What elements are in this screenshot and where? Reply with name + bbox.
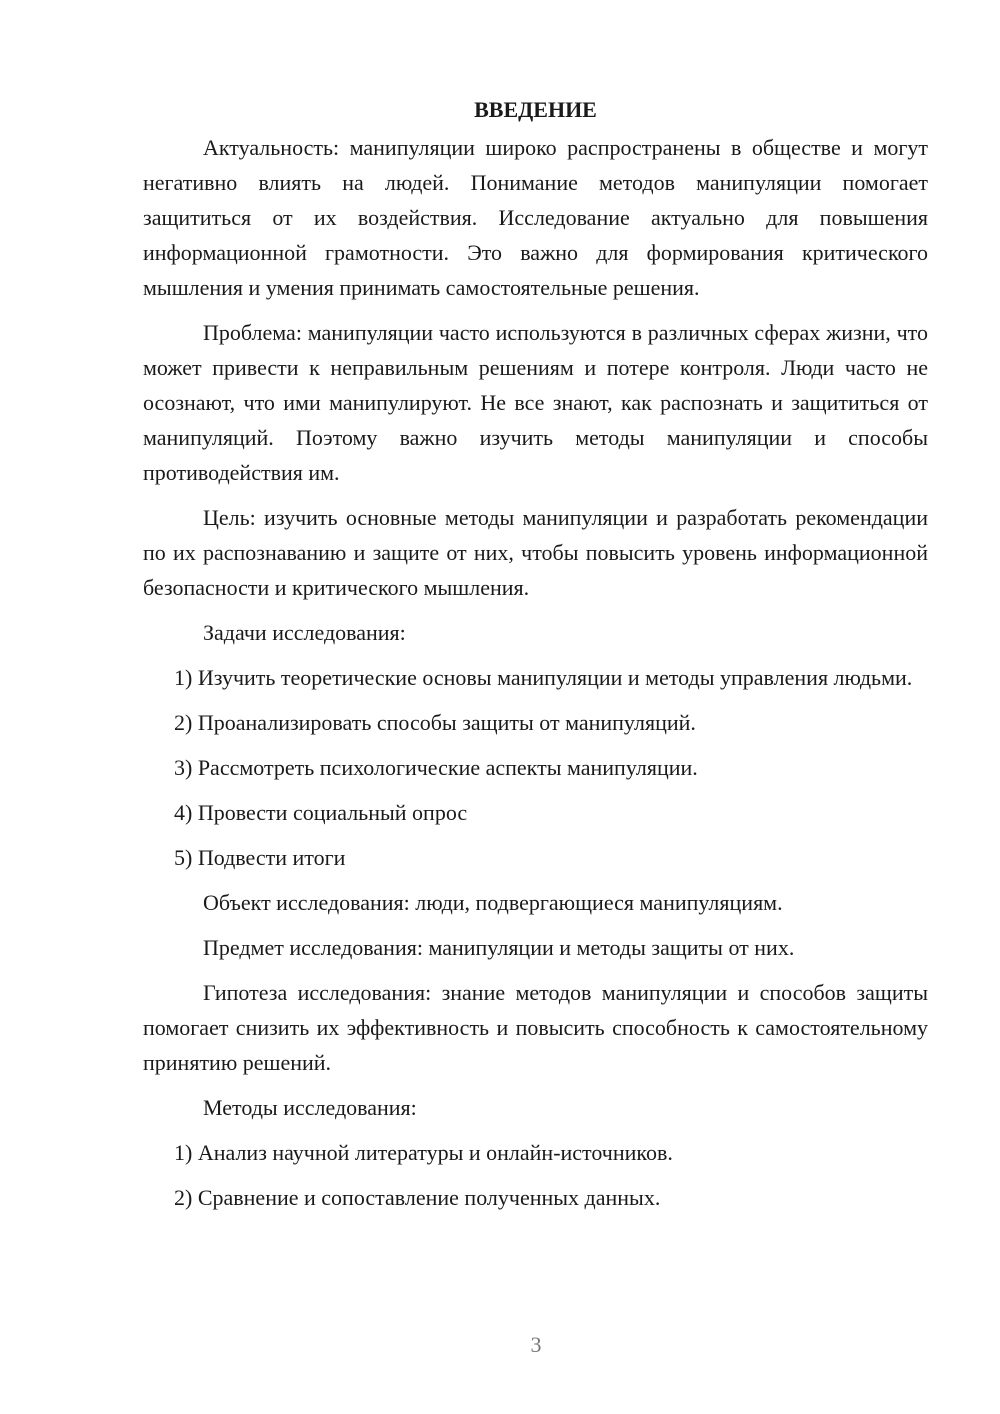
goal-paragraph: Цель: изучить основные методы манипуляции и разработать рекомендации по их распознаванию и защите от них, чтобы повысить уровень информационной безопасности и критического мышления. [143, 505, 928, 600]
task-item-5: 5) Подвести итоги [174, 845, 346, 870]
object-line: Объект исследования: люди, подвергающиеся манипуляциям. [203, 890, 783, 915]
relevance-paragraph: Актуальность: манипуляции широко распространены в обществе и могут негативно влиять на людей. Понимание методов манипуляции помогает защититься от их воздействия. Исследование актуально для повышения информационной грамотности. Это важно для формирования критического мышления и умения принимать самостоятельные решения. [143, 135, 928, 300]
tasks-heading: Задачи исследования: [203, 620, 406, 645]
document-page [143, 92, 928, 1225]
problem-paragraph: Проблема: манипуляции часто используются в различных сферах жизни, что может привести к неправильным решениям и потере контроля. Люди часто не осознают, что ими манипулируют. Не все знают, как распознать и защититься от манипуляций. Поэтому важно изучить методы манипуляции и способы противодействия им. [143, 320, 928, 485]
method-item-1: 1) Анализ научной литературы и онлайн-источников. [174, 1140, 673, 1165]
task-item-2: 2) Проанализировать способы защиты от манипуляций. [174, 710, 696, 735]
task-item-3: 3) Рассмотреть психологические аспекты манипуляции. [174, 755, 698, 780]
page-number: 3 [530, 1332, 542, 1357]
task-item-1: 1) Изучить теоретические основы манипуляции и методы управления людьми. [174, 665, 913, 690]
task-item-4: 4) Провести социальный опрос [174, 800, 468, 825]
subject-line: Предмет исследования: манипуляции и методы защиты от них. [203, 935, 795, 960]
hypothesis-paragraph: Гипотеза исследования: знание методов манипуляции и способов защиты помогает снизить их эффективность и повысить способность к самостоятельному принятию решений. [143, 980, 928, 1075]
methods-heading: Методы исследования: [203, 1095, 417, 1120]
method-item-2: 2) Сравнение и сопоставление полученных данных. [174, 1185, 661, 1210]
page-title: ВВЕДЕНИЕ [474, 97, 597, 122]
